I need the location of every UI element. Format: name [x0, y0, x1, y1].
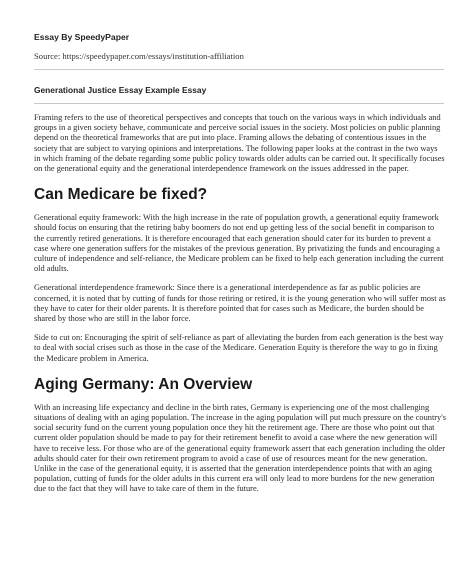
- source-line: Source: https://speedypaper.com/essays/institution-affiliation: [34, 51, 244, 61]
- page-fade: [0, 557, 474, 575]
- section-heading-aging-germany: Aging Germany: An Overview: [34, 375, 253, 393]
- document-page: [34, 0, 448, 575]
- section-heading-medicare: Can Medicare be fixed?: [34, 186, 208, 204]
- divider: [34, 103, 444, 104]
- essay-body: [34, 113, 446, 504]
- paragraph-equity-framework: Generational equity framework: With the high increase in the rate of population growth, a generational equity framework should focus on ensuring that the retiring baby boomers do not end up getting less of the social benefit in comparison to the currently retired generations. It is therefore encouraged that each generation should cater for its burden to prevent a case where one generation suffers for the mistakes of the previous generation. By privatizing the funds and encouraging a culture of independence and self-reliance, the Medicare problem can be fixed to help each generation including the current old adults.: [34, 213, 444, 274]
- paragraph-side-to-cut: Side to cut on: Encouraging the spirit of self-reliance as part of alleviating the burden from each generation is the best way to deal with social crises such as those in the case of the Medicare. Generation Equity is therefore the way to go in fixing the Medicare problem in America.: [34, 333, 444, 363]
- divider: [34, 69, 444, 70]
- intro-paragraph: Framing refers to the use of theoretical perspectives and concepts that touch on the various ways in which individuals and groups in a given society behave, communicate and perceive social issues in the society. Most policies on public planning depend on the theoretical frameworks that are put into place. Framing allows the debating of contentious issues in the society that are subject to varying opinions and interpretations. The following paper looks at the contrast in the two ways in which framing of the debate regarding some public policy towards older adults can be carried out. It specifically focuses on the generational equity and the generational interdependence framework on the issues addressed in the paper.: [34, 113, 445, 174]
- site-title: Essay By SpeedyPaper: [34, 32, 130, 42]
- paragraph-aging-germany: With an increasing life expectancy and decline in the birth rates, Germany is experiencing one of the most challenging situations of dealing with an aging population. The increase in the aging population will put much pressure on the country's social security fund on the current young population once they hit the retirement age. There are those who point out that current older population should be made to pay for their retirement benefit to avoid a case where the new generation will have to receive less. For those who are of the generational equity framework assert that each generation including the older adults should cater for their own retirement program to avoid a case of use of resources meant for the new generation. Unlike in the case of the generational equity, it is asserted that the generation interdependence points that with an aging population, cutting of funds for the older adults in this current era will only lead to more burdens for the new generation due to the fact that they will have to take care of them in the future.: [34, 402, 446, 494]
- essay-title: Generational Justice Essay Example Essay: [34, 85, 207, 95]
- paragraph-interdependence-framework: Generational interdependence framework: Since there is a generational interdependence as far as public policies are concerned, it is noted that by cutting of funds for those retiring or retired, it is the young generation who will suffer most as they have to cater for their older parents. It is therefore pointed that for cases such as Medicare, the burden should be shared by those who are still in the labor force.: [34, 283, 446, 324]
